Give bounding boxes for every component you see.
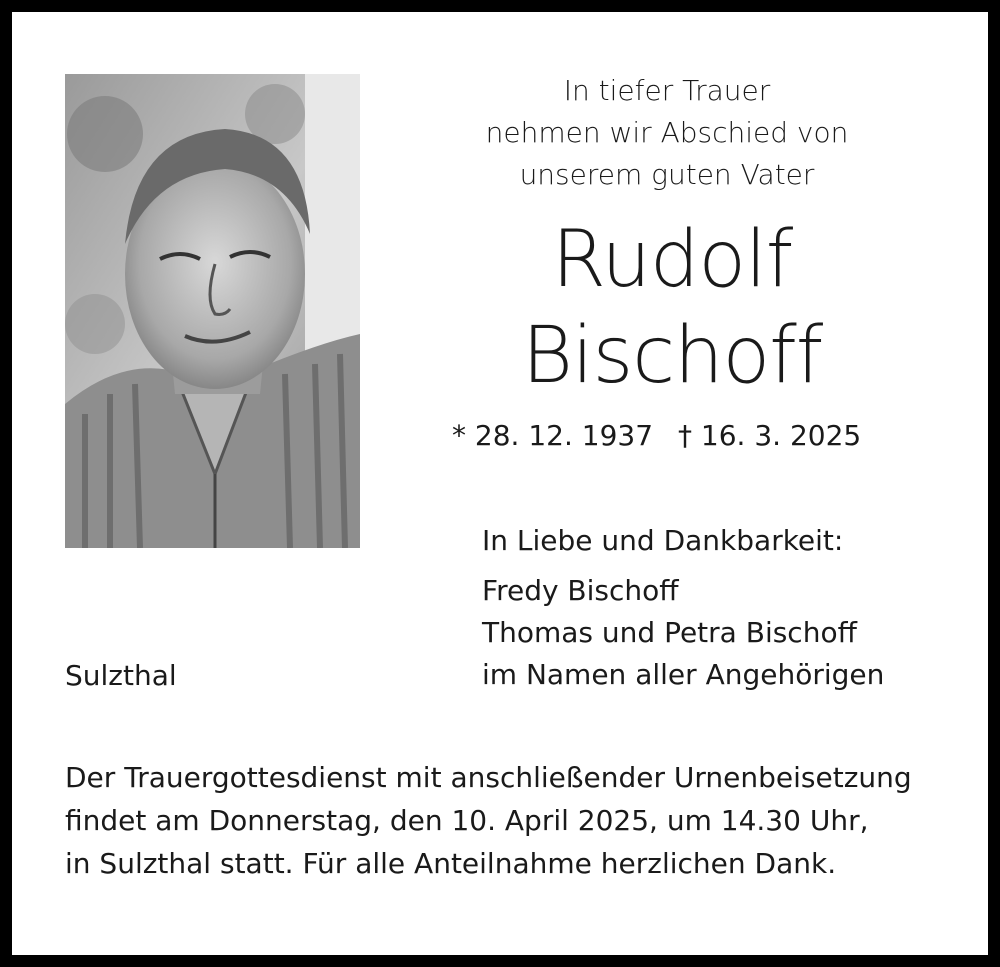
deceased-name: [412, 212, 932, 404]
portrait-photo-image: [65, 74, 360, 548]
intro-line-1: In tiefer Trauer: [563, 74, 771, 107]
portrait-photo: [65, 74, 360, 548]
service-info: [65, 756, 912, 885]
deceased-last-name: Bischoff: [521, 311, 823, 401]
obituary-notice: [12, 12, 988, 955]
service-line-1: Der Trauergottesdienst mit anschließender Urnenbeisetzung: [65, 761, 912, 794]
mourners-block: [482, 520, 884, 696]
service-line-2: findet am Donnerstag, den 10. April 2025, um 14.30 Uhr,: [65, 804, 869, 837]
intro-line-3: unserem guten Vater: [519, 158, 815, 191]
place-name: Sulzthal: [65, 659, 177, 692]
mourner-name: Fredy Bischoff: [482, 574, 679, 607]
mourner-name: Thomas und Petra Bischoff: [482, 616, 857, 649]
service-line-3: in Sulzthal statt. Für alle Anteilnahme herzlichen Dank.: [65, 847, 837, 880]
birth-date: * 28. 12. 1937: [452, 419, 654, 452]
mourners-heading: In Liebe und Dankbarkeit:: [482, 524, 844, 557]
mourner-name: im Namen aller Angehörigen: [482, 658, 885, 691]
death-date: † 16. 3. 2025: [678, 419, 862, 452]
intro-text: [432, 70, 902, 196]
intro-line-2: nehmen wir Abschied von: [485, 116, 849, 149]
deceased-first-name: Rudolf: [551, 215, 793, 305]
